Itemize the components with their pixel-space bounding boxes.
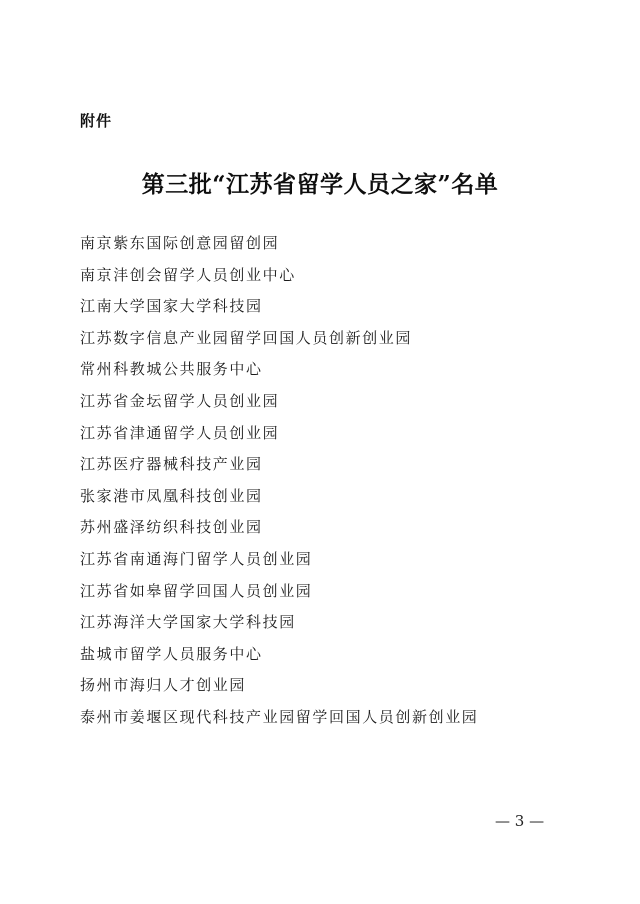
list-item: 张家港市凤凰科技创业园 (80, 486, 263, 505)
list-item: 盐城市留学人员服务中心 (80, 644, 263, 663)
list-item: 南京沣创会留学人员创业中心 (80, 265, 296, 284)
list-item: 扬州市海归人才创业园 (80, 676, 247, 695)
list-item: 常州科教城公共服务中心 (80, 360, 263, 379)
list-item: 江苏省金坛留学人员创业园 (80, 391, 280, 410)
attachment-label: 附件 (80, 112, 113, 130)
list-item: 江苏数字信息产业园留学回国人员创新创业园 (80, 328, 413, 347)
list-item: 泰州市姜堰区现代科技产业园留学回国人员创新创业园 (80, 707, 479, 726)
list-item: 江南大学国家大学科技园 (80, 297, 263, 316)
list-item: 苏州盛泽纺织科技创业园 (80, 518, 263, 537)
list-item: 江苏医疗器械科技产业园 (80, 455, 263, 474)
list-item: 江苏省津通留学人员创业园 (80, 423, 280, 442)
list-item: 江苏海洋大学国家大学科技园 (80, 613, 296, 632)
list-item: 江苏省如皋留学回国人员创业园 (80, 581, 313, 600)
organization-list (80, 228, 478, 734)
list-item: 南京紫东国际创意园留创园 (80, 234, 280, 252)
document-title: 第三批“江苏省留学人员之家”名单 (141, 171, 499, 198)
list-item: 江苏省南通海门留学人员创业园 (80, 549, 313, 568)
page-number: — 3 — (495, 812, 545, 830)
